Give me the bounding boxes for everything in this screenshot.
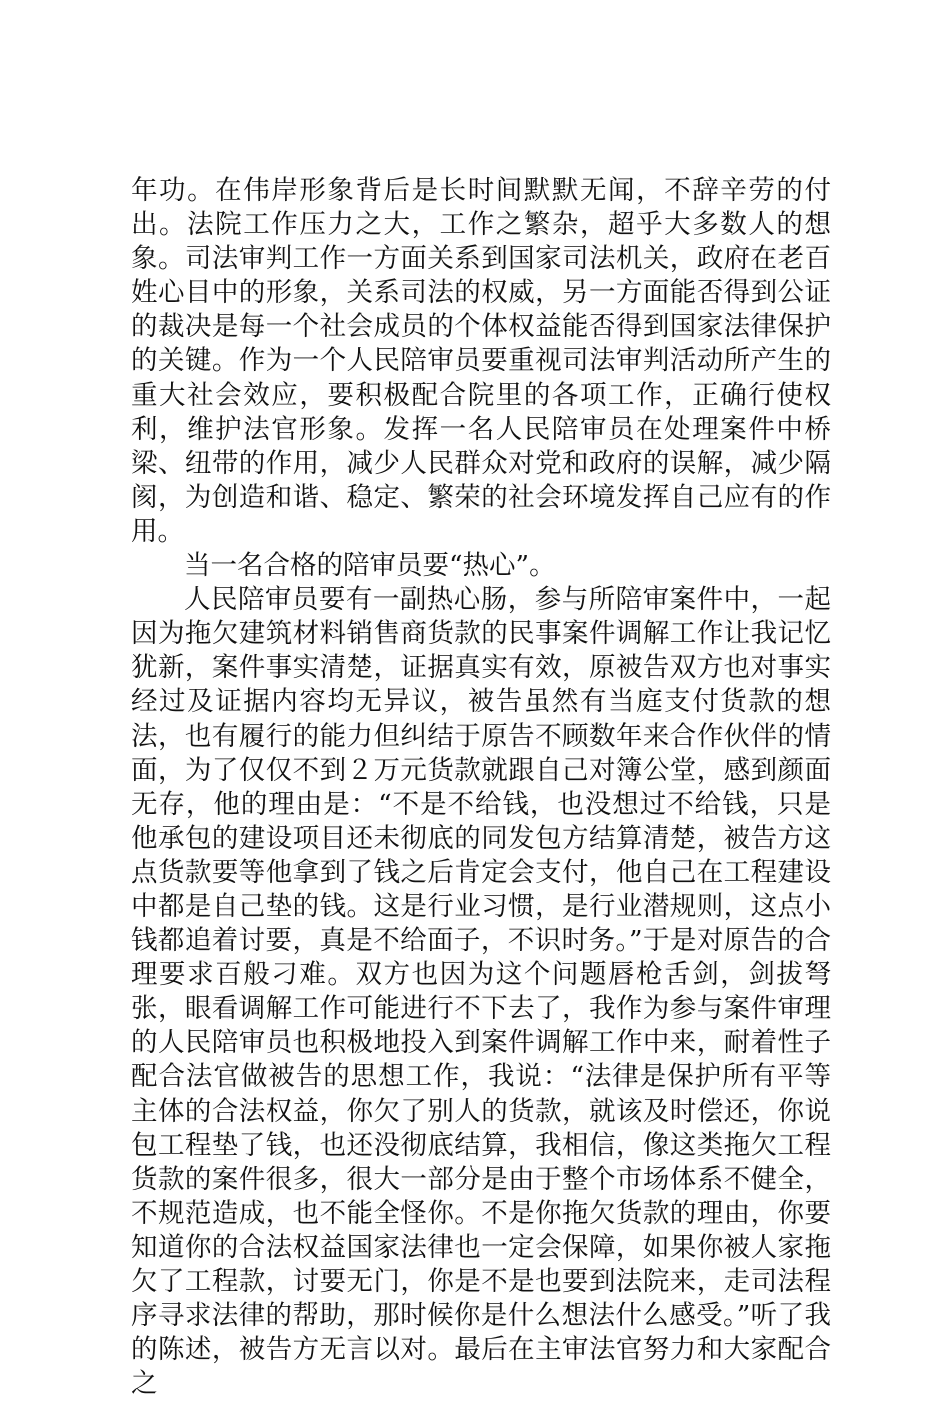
document-body (131, 174, 831, 1401)
paragraph-heading-enthusiasm: 当一名合格的陪审员要“热心”。 (184, 550, 556, 582)
paragraph-case-story: 人民陪审员要有一副热心肠，参与所陪审案件中，一起因为拖欠建筑材料销售商货款的民事案件调解工作让我记忆犹新，案件事实清楚，证据真实有效，原被告双方也对事实经过及证据内容均无异议，被告虽然有当庭支付货款的想法，也有履行的能力但纠结于原告不顾数年来合作伙伴的情面，为了仅仅不到２万元货款就跟自己对簿公堂，感到颜面无存，他的理由是：“不是不给钱，也没想过不给钱，只是他承包的建设项目还未彻底的同发包方结算清楚，被告方这点货款要等他拿到了钱之后肯定会支付，他自己在工程建设中都是自己垫的钱。这是行业习惯，是行业潜规则，这点小钱都追着讨要，真是不给面子，不识时务。”于是对原告的合理要求百般刁难。双方也因为这个问题唇枪舌剑，剑拔弩张，眼看调解工作可能进行不下去了，我作为参与案件审理的人民陪审员也积极地投入到案件调解工作中来，耐着性子配合法官做被告的思想工作，我说：“法律是保护所有平等主体的合法权益，你欠了别人的货款，就该及时偿还，你说包工程垫了钱，也还没彻底结算，我相信，像这类拖欠工程货款的案件很多，很大一部分是由于整个市场体系不健全，不规范造成，也不能全怪你。不是你拖欠货款的理由，你要知道你的合法权益国家法律也一定会保障，如果你被人家拖欠了工程款，讨要无门，你是不是也要到法院来，走司法程序寻求法律的帮助，那时候你是什么想法什么感受。”听了我的陈述，被告方无言以对。最后在主审法官努力和大家配合之 (131, 584, 831, 1400)
paragraph-continuation: 年功。在伟岸形象背后是长时间默默无闻，不辞辛劳的付出。法院工作压力之大，工作之繁杂，超乎大多数人的想象。司法审判工作一方面关系到国家司法机关，政府在老百姓心目中的形象，关系司法的权威，另一方面能否得到公证的裁决是每一个社会成员的个体权益能否得到国家法律保护的关键。作为一个人民陪审员要重视司法审判活动所产生的重大社会效应，要积极配合院里的各项工作，正确行使权利，维护法官形象。发挥一名人民陪审员在处理案件中桥梁、纽带的作用，减少人民群众对党和政府的误解，减少隔阂，为创造和谐、稳定、繁荣的社会环境发挥自己应有的作用。 (131, 175, 831, 547)
